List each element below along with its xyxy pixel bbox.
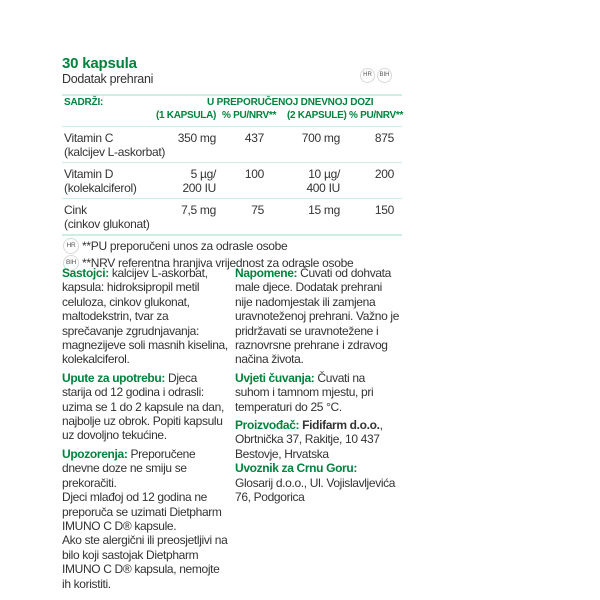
warnings-children: Djeci mlađoj od 12 godina ne preporuča se uzimati Dietpharm IMUNO C D® kapsule.	[62, 490, 222, 533]
divider	[62, 234, 402, 236]
usage-label: Upute za upotrebu:	[62, 370, 166, 385]
footnote-text: **PU preporučeni unos za odrasle osobe	[82, 239, 288, 253]
manufacturer-name: Fidifarm d.o.o.	[299, 418, 380, 433]
storage-label: Uvjeti čuvanja:	[235, 370, 315, 385]
table-row	[62, 198, 402, 234]
country-flags	[360, 68, 392, 83]
product-subtitle: Dodatak prehrani	[62, 72, 154, 86]
dose-1: 7,5 mg	[181, 203, 216, 217]
table-row	[62, 126, 402, 162]
nutrient-name: Cink	[64, 203, 87, 217]
storage-text: Čuvati na suhom i tamnom mjestu, pri temperaturi do 25 °C.	[235, 370, 374, 414]
product-quantity-title: 30 kapsula	[62, 55, 137, 72]
hr-badge-icon: HR	[360, 68, 375, 83]
dose-2: 10 µg/	[308, 167, 340, 181]
nutrient-source: (kalcijev L-askorbat)	[64, 145, 166, 159]
ingredients-text: kalcijev L-askorbat, kapsula: hidroksipropil metil celuloza, cinkov glukonat, maltodekstrin, tvar za sprečavanje zgrudnjavanja: magnezijeve soli masnih kiselina, kolekalciferol.	[62, 266, 228, 367]
pct-2: 200	[374, 167, 394, 181]
product-label	[62, 56, 402, 272]
dose-2: 15 mg	[308, 203, 340, 217]
nutrient-name: Vitamin D	[64, 167, 114, 181]
dose-1: 5 µg/	[190, 167, 216, 181]
header-pct-1: % PU/NRV**	[222, 110, 277, 121]
notes-label: Napomene:	[235, 266, 298, 280]
manufacturer-address: , Obrtnička 37, Rakitje, 10 437 Bestovje, Hrvatska	[235, 418, 383, 461]
footnote-text: **NRV referentna hranjiva vrijednost za odrasle osobe	[82, 256, 354, 270]
dose-2: 700 mg	[301, 131, 340, 145]
header-2-capsules: (2 KAPSULE)	[287, 110, 347, 121]
manufacturer-label: Proizvođač:	[235, 418, 300, 433]
nutrient-source: (kolekalciferol)	[64, 181, 137, 195]
bih-badge-icon: BIH	[63, 255, 79, 271]
bih-badge-icon: BIH	[377, 68, 392, 83]
divider	[62, 94, 402, 96]
header-daily-dose: U PREPORUČENOJ DNEVNOJ DOZI	[207, 97, 374, 108]
ingredients-label: Sastojci:	[62, 266, 109, 280]
header-contents: SADRŽI:	[64, 97, 104, 108]
header-1-capsule: (1 KAPSULA)	[156, 110, 217, 121]
nutrient-source: (cinkov glukonat)	[64, 217, 150, 231]
table-row	[62, 162, 402, 198]
left-column	[62, 266, 229, 595]
hr-badge-icon: HR	[63, 238, 79, 254]
warnings-label: Upozorenja:	[62, 446, 128, 461]
warnings-section	[62, 447, 229, 591]
notes-text: Čuvati od dohvata male djece. Dodatak prehrani nije nadomjestak ili zamjena uravnoteženoj prehrani. Važno je pridržavati se uravnotežene i raznovrsne prehrane i zdravog načina života.	[235, 266, 400, 367]
warnings-text: Preporučene dnevne doze ne smiju se prekoračiti.	[62, 446, 196, 490]
notes-section	[235, 266, 402, 367]
warnings-allergy: Ako ste alergični ili preosjetljivi na bilo koji sastojak Dietpharm IMUNO C D® kapsula, nemojte ih koristiti.	[62, 533, 228, 591]
pct-2: 150	[374, 203, 394, 217]
nutrition-table-header	[62, 94, 402, 126]
dose-2-iu: 400 IU	[306, 181, 340, 195]
pct-2: 875	[374, 131, 394, 145]
right-column	[235, 266, 402, 595]
importer-label: Uvoznik za Crnu Goru:	[235, 461, 357, 476]
info-columns	[62, 266, 402, 595]
header-pct-2: % PU/NRV**	[349, 110, 404, 121]
pct-1: 437	[244, 131, 264, 145]
footnote-hr	[62, 238, 402, 255]
pct-1: 75	[251, 203, 264, 217]
ingredients-section	[62, 266, 229, 367]
pct-1: 100	[244, 167, 264, 181]
usage-text: Djeca starija od 12 godina i odrasli: uzima se 1 do 2 kapsule na dan, najbolje uz obrok. Popiti kapsulu uz dovoljno tekućine.	[62, 370, 224, 443]
dose-1: 350 mg	[177, 131, 216, 145]
usage-section	[62, 371, 229, 443]
dose-1-iu: 200 IU	[182, 181, 216, 195]
importer-section	[235, 461, 402, 504]
manufacturer-section	[235, 418, 402, 461]
storage-section	[235, 371, 402, 414]
importer-text: Glosarij d.o.o., Ul. Vojislavljevića 76, Podgorica	[235, 475, 396, 505]
nutrient-name: Vitamin C	[64, 131, 114, 145]
